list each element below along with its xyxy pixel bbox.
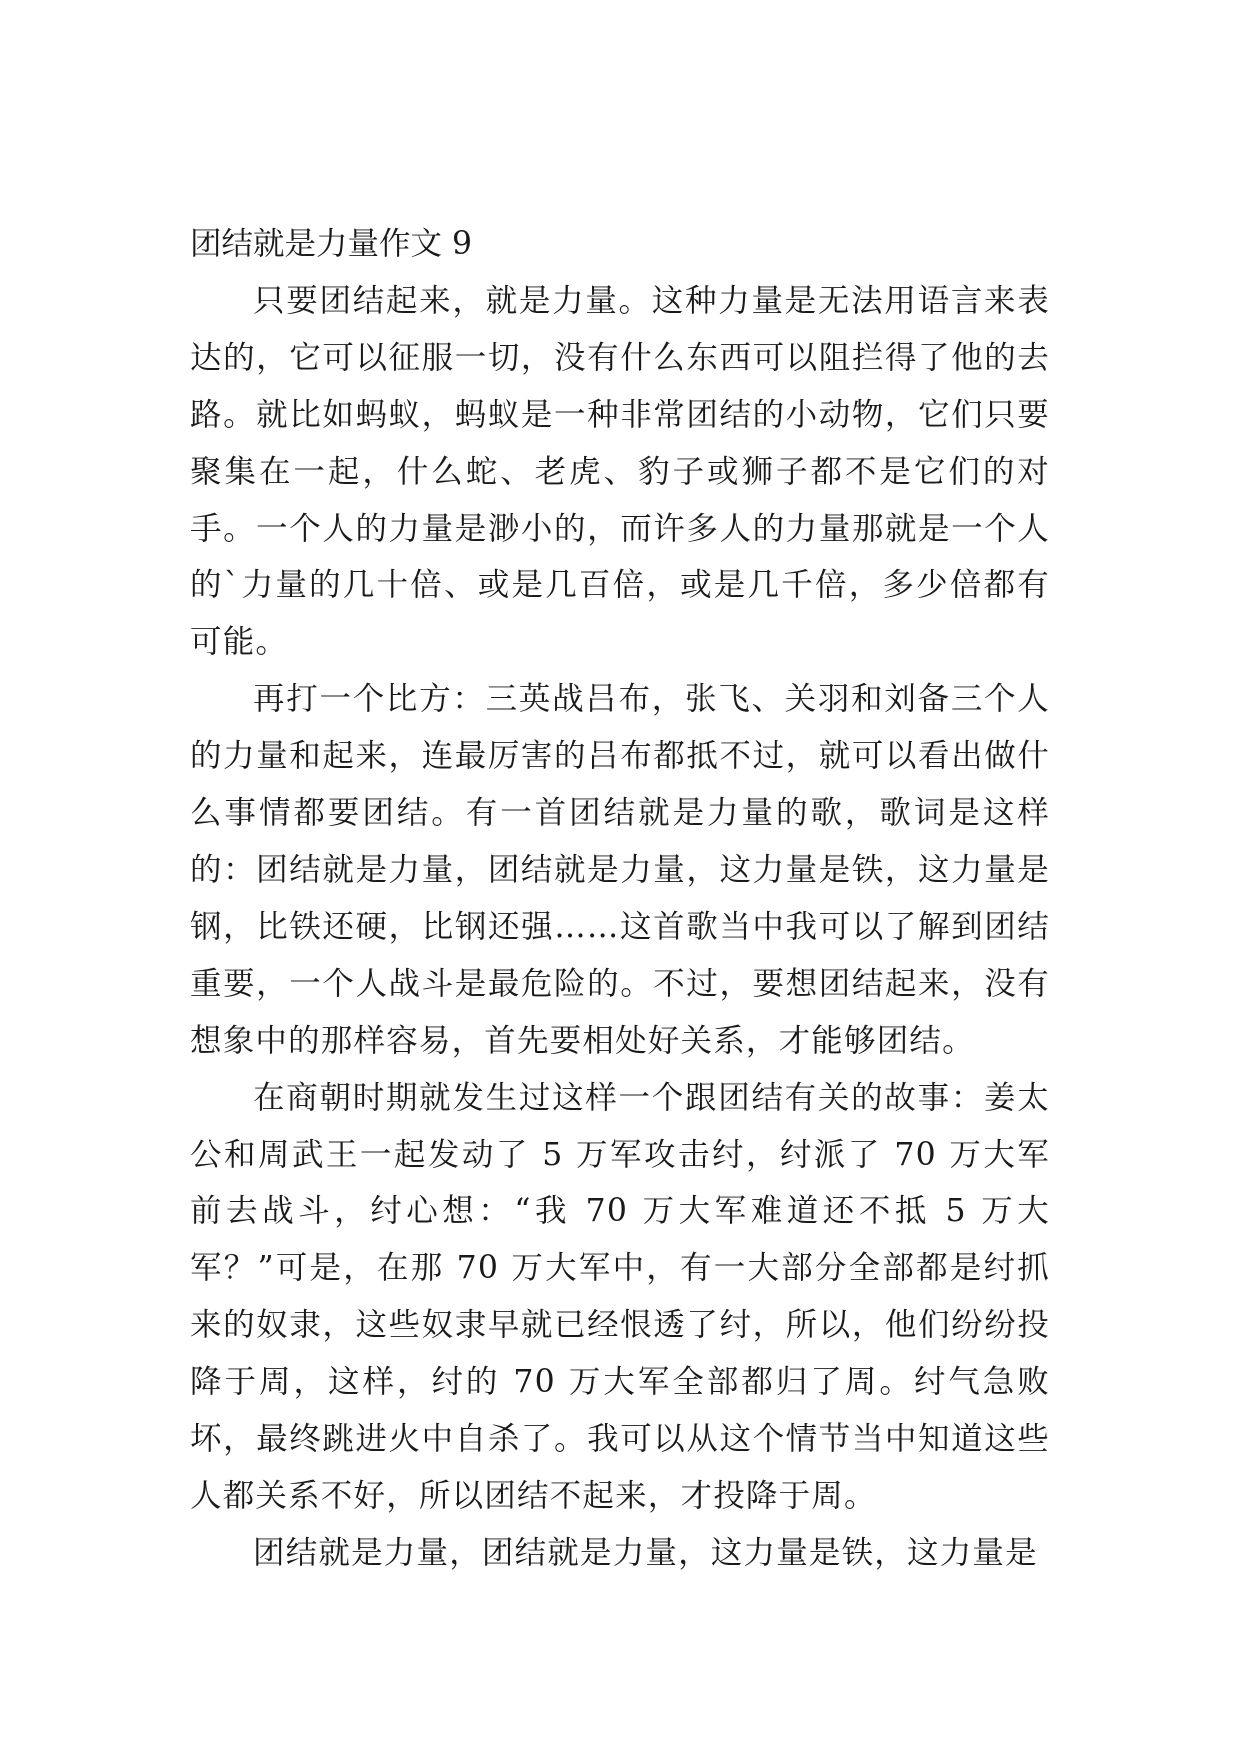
paragraph-1: 只要团结起来，就是力量。这种力量是无法用语言来表达的，它可以征服一切，没有什么东西可以阻拦得了他的去路。就比如蚂蚁，蚂蚁是一种非常团结的小动物，它们只要聚集在一起，什么蛇、老虎、豹子或狮子都不是它们的对手。一个人的力量是渺小的，而许多人的力量那就是一个人的`力量的几十倍、或是几百倍，或是几千倍，多少倍都有可能。 xyxy=(190,282,1050,661)
paragraph-3: 在商朝时期就发生过这样一个跟团结有关的故事：姜太公和周武王一起发动了 5 万军攻击纣，纣派了 70 万大军前去战斗，纣心想：“我 70 万大军难道还不抵 5 万大军？”可是，在那 70 万大军中，有一大部分全部都是纣抓来的奴隶，这些奴隶早就已经恨透了纣，所以，他们纷纷投降于周，这样，纣的 70 万大军全部都归了周。纣气急败坏，最终跳进火中自杀了。我可以从这个情节当中知道这些人都关系不好，所以团结不起来，才投降于周。 xyxy=(190,1079,1050,1514)
paragraph-2: 再打一个比方：三英战吕布，张飞、关羽和刘备三个人的力量和起来，连最厉害的吕布都抵不过，就可以看出做什么事情都要团结。有一首团结就是力量的歌，歌词是这样的：团结就是力量，团结就是力量，这力量是铁，这力量是钢，比铁还硬，比钢还强……这首歌当中我可以了解到团结重要，一个人战斗是最危险的。不过，要想团结起来，没有想象中的那样容易，首先要相处好关系，才能够团结。 xyxy=(190,681,1050,1059)
essay-title: 团结就是力量作文 9 xyxy=(190,226,473,262)
paragraph-4: 团结就是力量，团结就是力量，这力量是铁，这力量是 xyxy=(253,1534,1038,1571)
document-body xyxy=(190,216,1050,1582)
